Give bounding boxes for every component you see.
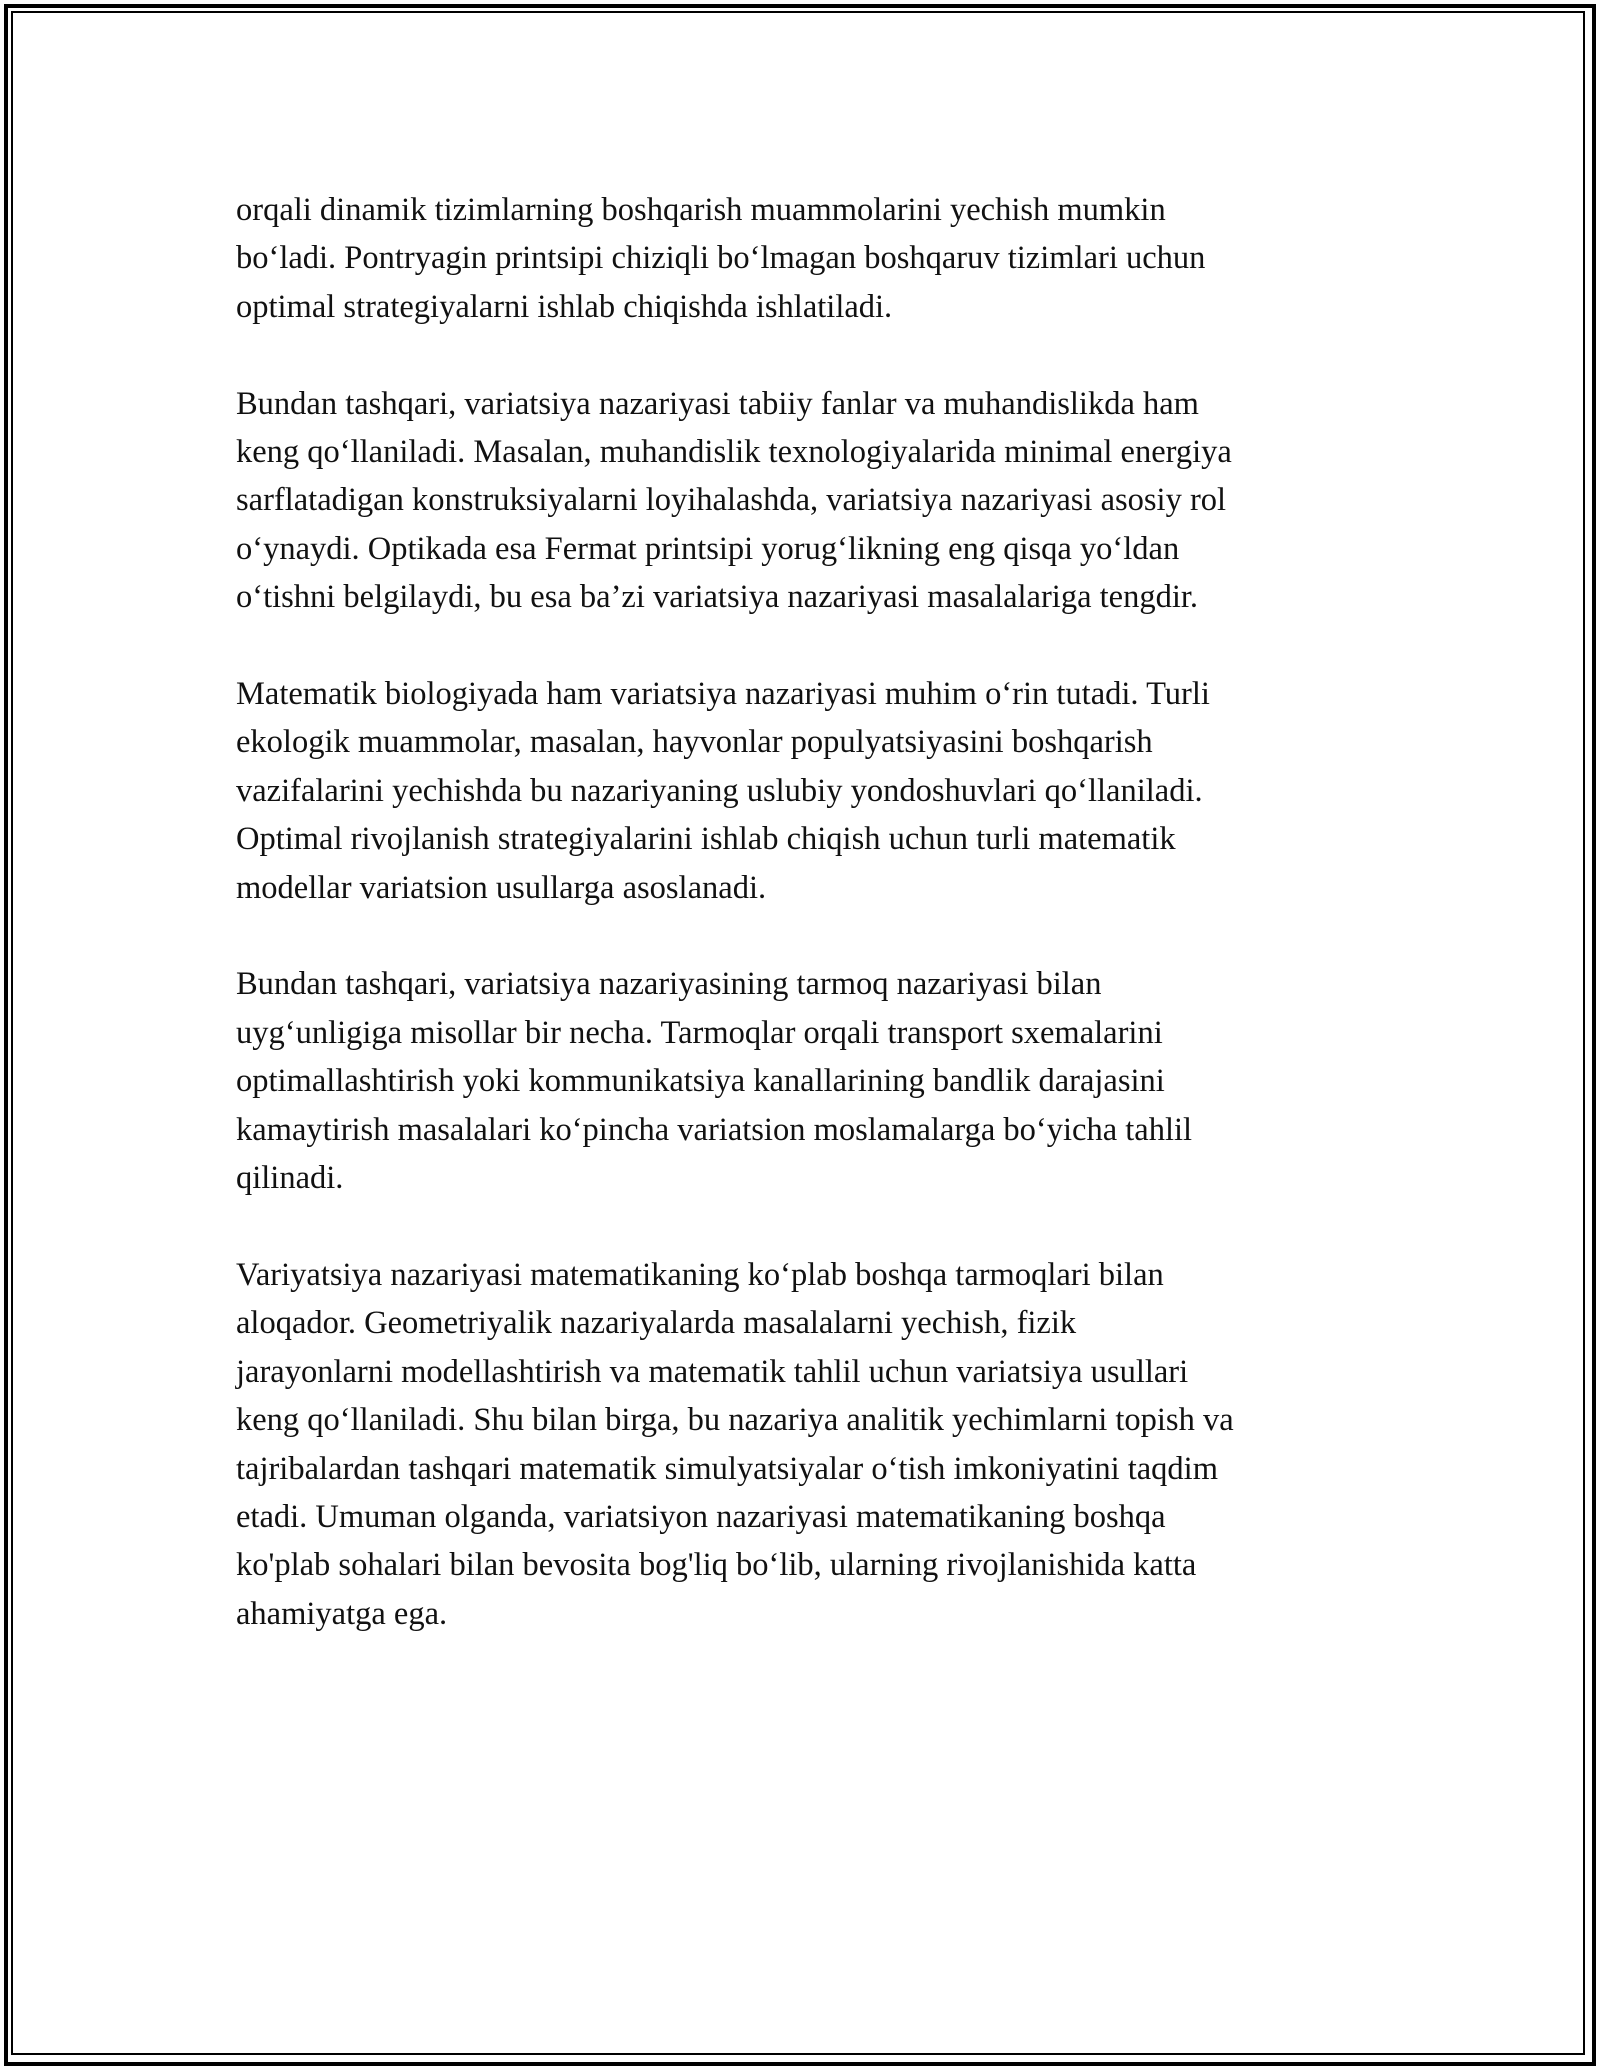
text-line: ekologik muammolar, masalan, hayvonlar populyatsiyasini boshqarish: [236, 724, 1153, 761]
text-line: orqali dinamik tizimlarning boshqarish muammolarini yechish mumkin: [236, 192, 1166, 228]
text-line: bo‘ladi. Pontryagin printsipi chiziqli bo‘lmagan boshqaruv tizimlari uchun: [236, 240, 1206, 277]
text-line: Optimal rivojlanish strategiyalarini ishlab chiqish uchun turli matematik: [236, 821, 1176, 858]
paragraph-1: [236, 186, 1406, 331]
text-line: modellar variatsion usullarga asoslanadi.: [236, 869, 767, 906]
text-line: jarayonlarni modellashtirish va matematik tahlil uchun variatsiya usullari: [236, 1353, 1189, 1390]
text-line: sarflatadigan konstruksiyalarni loyihalashda, variatsiya nazariyasi asosiy rol: [236, 482, 1227, 519]
text-line: Variyatsiya nazariyasi matematikaning ko‘plab boshqa tarmoqlari bilan: [236, 1256, 1164, 1293]
text-line: Matematik biologiyada ham variatsiya nazariyasi muhim o‘rin tutadi. Turli: [236, 676, 1210, 713]
document-body: [236, 186, 1406, 1687]
text-line: kamaytirish masalalari ko‘pincha variatsion moslamalarga bo‘yicha tahlil: [236, 1111, 1193, 1148]
text-line: keng qo‘llaniladi. Masalan, muhandislik texnologiyalarida minimal energiya: [236, 434, 1232, 471]
text-line: etadi. Umuman olganda, variatsiyon nazariyasi matematikaning boshqa: [236, 1498, 1166, 1535]
text-line: vazifalarini yechishda bu nazariyaning uslubiy yondoshuvlari qo‘llaniladi.: [236, 772, 1203, 809]
text-line: tajribalardan tashqari matematik simulyatsiyalar o‘tish imkoniyatini taqdim: [236, 1450, 1218, 1487]
paragraph-3: [236, 670, 1406, 912]
text-line: optimallashtirish yoki kommunikatsiya kanallarining bandlik darajasini: [236, 1063, 1165, 1100]
text-line: qilinadi.: [236, 1160, 344, 1197]
paragraph-2: [236, 380, 1406, 622]
text-line: keng qo‘llaniladi. Shu bilan birga, bu nazariya analitik yechimlarni topish va: [236, 1402, 1234, 1439]
text-line: o‘ynaydi. Optikada esa Fermat printsipi yorug‘likning eng qisqa yo‘ldan: [236, 530, 1180, 567]
text-line: o‘tishni belgilaydi, bu esa ba’zi variatsiya nazariyasi masalalariga tengdir.: [236, 579, 1199, 616]
text-line: uyg‘unligiga misollar bir necha. Tarmoqlar orqali transport sxemalarini: [236, 1014, 1163, 1051]
text-line: Bundan tashqari, variatsiya nazariyasining tarmoq nazariyasi bilan: [236, 966, 1102, 1003]
text-line: ahamiyatga ega.: [236, 1595, 448, 1632]
paragraph-4: [236, 960, 1406, 1202]
text-line: Bundan tashqari, variatsiya nazariyasi tabiiy fanlar va muhandislikda ham: [236, 385, 1199, 422]
paragraph-5: [236, 1251, 1406, 1638]
text-line: ko'plab sohalari bilan bevosita bog'liq bo‘lib, ularning rivojlanishida katta: [236, 1547, 1197, 1584]
text-line: aloqador. Geometriyalik nazariyalarda masalalarni yechish, fizik: [236, 1305, 1077, 1342]
text-line: optimal strategiyalarni ishlab chiqishda ishlatiladi.: [236, 288, 893, 325]
